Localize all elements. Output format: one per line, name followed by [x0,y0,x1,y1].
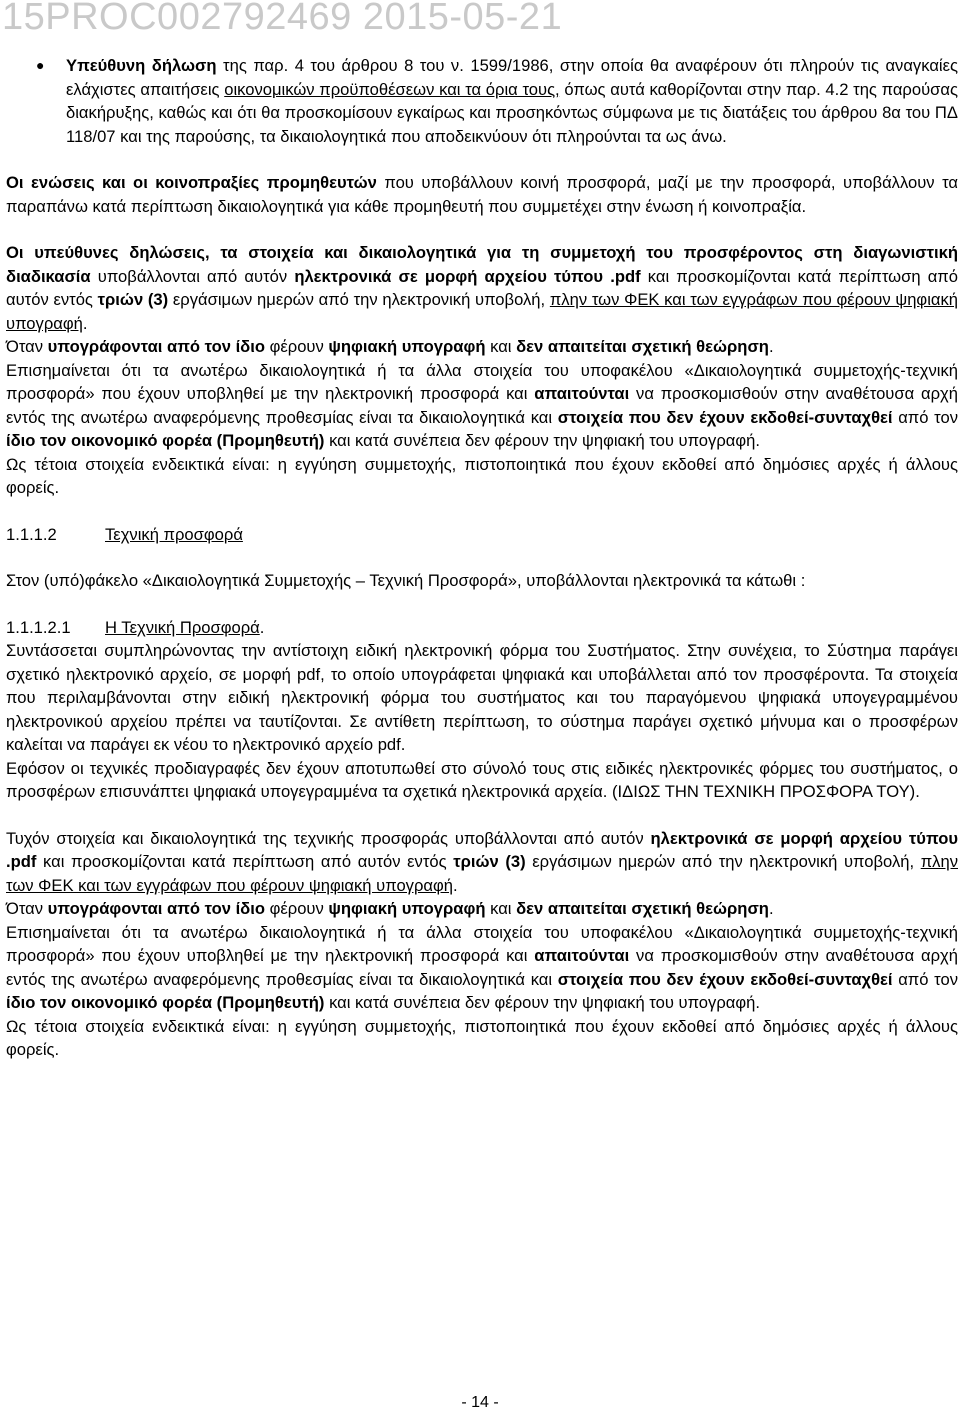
spacer [6,593,958,616]
bold-text: απαιτούνται [534,946,630,965]
section-heading-the-technical-offer [6,616,958,640]
paragraph-examples: Ως τέτοια στοιχεία ενδεικτικά είναι: η εγγύηση συμμετοχής, πιστοποιητικά που έχουν εκδοθεί από δημόσιες αρχές ή άλλους φορείς. [6,454,958,497]
paragraph-notice [6,359,958,453]
spacer [6,218,958,241]
bold-text: στοιχεία που δεν έχουν εκδοθεί-συνταχθεί [557,407,893,427]
text: και προσκομίζονται κατά περίπτωση από αυτόν εντός [6,266,958,309]
text: . [453,875,458,895]
text: Επισημαίνεται ότι τα ανωτέρω δικαιολογητικά ή τα άλλα στοιχεία του υποφακέλου «Δικαιολογητικά συμμετοχής-τεχνική προσφορά» που έχουν υποβληθεί με την ηλεκτρονική προσφορά και [6,360,958,403]
spacer [6,546,958,569]
section-heading-technical-offer [6,523,958,547]
underlined-text: πλην των ΦΕΚ και των εγγράφων που φέρουν ψηφιακή υπογραφή [6,290,959,333]
section-number: 1.1.1.2.1 [6,617,71,637]
text: φέρουν [265,337,329,356]
section-title [105,616,264,640]
text: υποβάλλονται από αυτόν [90,266,295,286]
text: και κατά συνέπεια δεν φέρουν την ψηφιακή του υπογραφή. [324,993,760,1012]
underlined-text: οικονομικών προϋποθέσεων και τα όρια τους, [224,79,560,99]
text: να προσκομισθούν στην αναθέτουσα αρχή εντός της ανωτέρω αναφερόμενης προθεσμίας είναι τα δικαιολογητικά και [6,946,958,989]
paragraph-evidence [6,827,958,898]
paragraph-specifications: Εφόσον οι τεχνικές προδιαγραφές δεν έχουν αποτυπωθεί στο σύνολό τους στις ειδικές ηλεκτρονικές φόρμες του συστήματος, ο προσφέρων επισυνάπτει ψηφιακά υπογεγραμμένα τα σχετικά ηλεκτρονικά αρχεία. (ΙΔΙΩΣ ΤΗΝ ΤΕΧΝΙΚΗ ΠΡΟΣΦΟΡΑ ΤΟΥ). [6,758,958,801]
text: της παρ. 4 του άρθρου 8 του ν. 1599/1986, στην οποία θα αναφέρουν ότι πληρούν τις αναγκαίες ελάχιστες απαιτήσεις [66,56,958,99]
underlined-text: πλην των ΦΕΚ και των εγγράφων που φέρουν ψηφιακή υπογραφή [6,852,958,895]
paragraph-compose: Συντάσσεται συμπληρώνοντας την αντίστοιχη ειδική ηλεκτρονική φόρμα του Συστήματος. Στην συνέχεια, το Σύστημα παράγει σχετικό ηλεκτρονικό αρχείο, σε μορφή pdf, το οποίο υπογράφεται ψηφιακά και υποβάλλεται από τον προσφέροντα. Τα στοιχεία που περιλαμβάνονται στην ειδική ηλεκτρονική φόρμα του συστήματος και του παραγόμενου ψηφιακά υπογεγραμμένου ηλεκτρονικού αρχείου πρέπει να ταυτίζονται. Σε αντίθετη περίπτωση, το σύστημα παράγει σχετικό μήνυμα και ο προσφέρων καλείται να παράγει εκ νέου το ηλεκτρονικό αρχείο pdf. [6,641,958,754]
bold-text: στοιχεία που δεν έχουν εκδοθεί-συνταχθεί [557,969,893,989]
text: Όταν [6,337,48,356]
bold-text: ψηφιακή υπογραφή [328,337,486,356]
bold-text: δεν απαιτείται σχετική θεώρηση [516,337,769,356]
bold-text: ηλεκτρονικά σε μορφή αρχείου τύπου .pdf [6,828,958,871]
paragraph-subfolder: Στον (υπό)φάκελο «Δικαιολογητικά Συμμετοχής – Τεχνική Προσφορά», υποβάλλονται ηλεκτρονικά τα κάτωθι : [6,571,806,590]
document-id-watermark: 15PROC002792469 2015-05-21 [2,0,563,38]
spacer [6,148,958,171]
bold-text: ηλεκτρονικά σε μορφή αρχείου τύπου .pdf [294,266,641,286]
text: . [768,337,774,356]
text: Τυχόν στοιχεία και δικαιολογητικά της τεχνικής προσφοράς υποβάλλονται από αυτόν [6,828,651,848]
section-number: 1.1.1.2 [6,524,57,544]
paragraph-declarations [6,241,958,335]
bold-text: ίδιο τον οικονομικό φορέα (Προμηθευτή) [6,993,325,1012]
spacer [6,500,958,523]
text: και [485,899,517,918]
paragraph-signed-2 [6,897,958,921]
text: από τον [892,407,958,427]
page-body [6,54,958,1062]
text: φέρουν [265,899,329,918]
bold-text: απαιτούνται [534,384,630,403]
paragraph-signed [6,335,958,359]
bold-text: υπογράφονται από τον ίδιο [47,337,265,356]
text: και κατά συνέπεια δεν φέρουν την ψηφιακή του υπογραφή. [324,431,760,450]
bold-text: Οι ενώσεις και οι κοινοπραξίες προμηθευτών [6,173,377,192]
text: όπως αυτά καθορίζονται στην παρ. 4.2 της παρούσας διακήρυξης, καθώς και ότι θα προσκομίσουν εγκαίρως και προσηκόντως σύμφωνα με τις διατάξεις του άρθρου 8α του ΠΔ 118/07 και της παρούσης, τα δικαιολογητικά που αποδεικνύουν ότι πληρούνται τα ως άνω. [66,79,959,146]
bold-text: δεν απαιτείται σχετική θεώρηση [516,899,769,918]
bold-text: Οι υπεύθυνες δηλώσεις, τα στοιχεία και δικαιολογητικά για τη συμμετοχή του προσφέροντος στη διαγωνιστική διαδικασία [6,243,958,286]
text: Όταν [6,899,48,918]
spacer [6,804,958,827]
text: εργάσιμων ημερών από την ηλεκτρονική υποβολή, [168,290,550,309]
text: και [485,337,517,356]
text: από τον [892,969,958,989]
bold-text: τριών (3) [97,290,169,309]
paragraph-examples-2: Ως τέτοια στοιχεία ενδεικτικά είναι: η εγγύηση συμμετοχής, πιστοποιητικά που έχουν εκδοθεί από δημόσιες αρχές ή άλλους φορείς. [6,1016,958,1059]
bold-text: υπογράφονται από τον ίδιο [47,899,265,918]
bold-text: τριών (3) [453,852,526,871]
text: που υποβάλλουν κοινή προσφορά, μαζί με την προσφορά, υποβάλλουν τα παραπάνω κατά περίπτωση δικαιολογητικά για κάθε προμηθευτή που συμμετέχει στην ένωση ή κοινοπραξία. [6,173,958,216]
bullet-icon: ● [36,57,45,73]
bullet-item-declaration [6,54,958,148]
text: . [768,899,774,918]
text: εργάσιμων ημερών από την ηλεκτρονική υποβολή, [525,852,921,871]
section-title: Τεχνική προσφορά [105,524,243,544]
text: . [82,313,88,333]
bold-text: Υπεύθυνη δήλωση [66,56,217,75]
bold-text: ίδιο τον οικονομικό φορέα (Προμηθευτή) [6,431,325,450]
paragraph-joint-ventures [6,171,958,218]
text: να προσκομισθούν στην αναθέτουσα αρχή εντός της ανωτέρω αναφερόμενης προθεσμίας είναι τα δικαιολογητικά και [6,384,958,427]
text: Επισημαίνεται ότι τα ανωτέρω δικαιολογητικά ή τα άλλα στοιχεία του υποφακέλου «Δικαιολογητικά συμμετοχής-τεχνική προσφορά» που έχουν υποβληθεί με την ηλεκτρονική προσφορά και [6,922,958,965]
page-number: - 14 - [461,1394,499,1411]
section-title-dot: . [259,617,265,637]
bold-text: ψηφιακή υπογραφή [328,899,486,918]
section-title-text: Η Τεχνική Προσφορά [105,617,260,637]
text: και προσκομίζονται κατά περίπτωση από αυτόν εντός [36,852,454,871]
paragraph-notice-2 [6,921,958,1015]
